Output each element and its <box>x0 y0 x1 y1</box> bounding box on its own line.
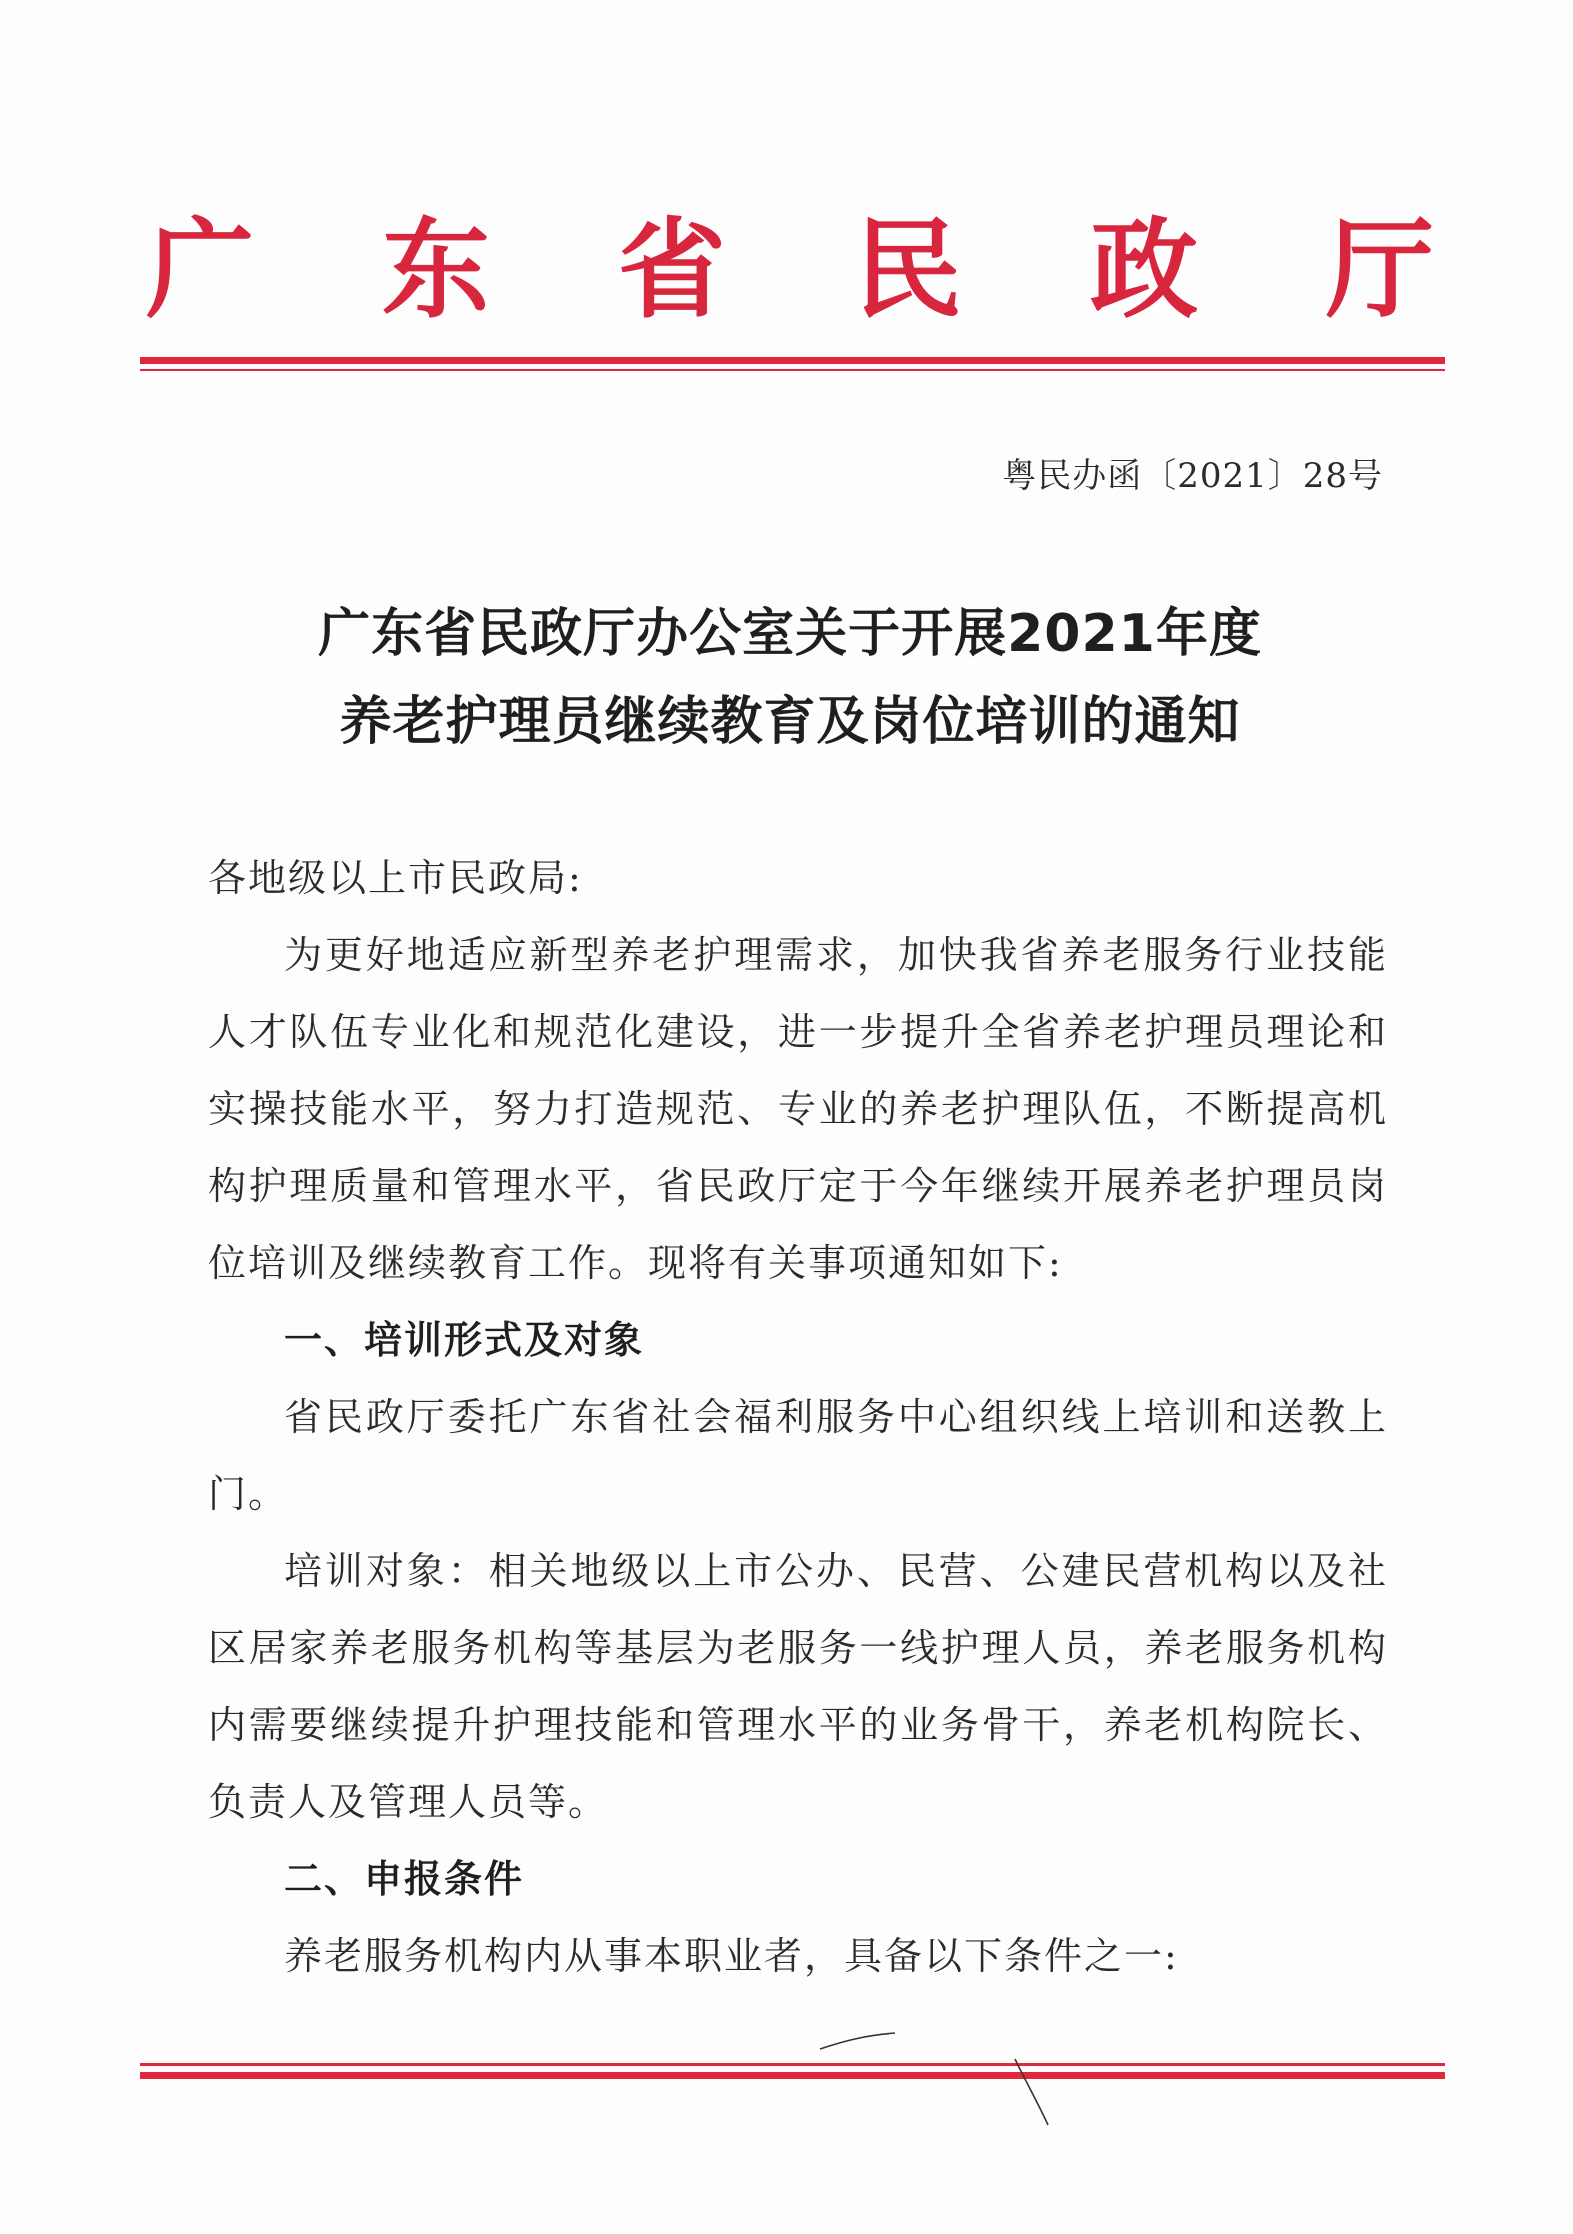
footer-red-rule-thick <box>140 2072 1445 2079</box>
salutation: 各地级以上市民政局: <box>208 856 583 900</box>
document-number: 粤民办函〔2021〕28号 <box>1002 456 1383 496</box>
masthead-char: 省 <box>617 207 726 333</box>
document-title <box>140 590 1440 766</box>
masthead-char: 东 <box>381 207 490 333</box>
intro-paragraph: 为更好地适应新型养老护理需求，加快我省养老服务行业技能人才队伍专业化和规范化建设，进一步提升全省养老护理员理论和实操技能水平，努力打造规范、专业的养老护理队伍，不断提高机构护理质量和管理水平，省民政厅定于今年继续开展养老护理员岗位培训及继续教育工作。现将有关事项通知如下: <box>208 933 1388 1285</box>
masthead-char: 政 <box>1089 207 1198 333</box>
header-red-rule-thick <box>140 357 1445 364</box>
section-2-paragraph-1: 养老服务机构内从事本职业者，具备以下条件之一: <box>284 1934 1179 1978</box>
section-1-paragraph-1: 省民政厅委托广东省社会福利服务中心组织线上培训和送教上门。 <box>208 1395 1388 1516</box>
section-2-heading: 二、申报条件 <box>284 1857 525 1901</box>
masthead-char: 民 <box>853 207 962 333</box>
masthead-char: 广 <box>145 207 254 333</box>
pen-stroke-mark <box>800 2025 1060 2135</box>
masthead-char: 厅 <box>1325 207 1434 333</box>
title-line-1: 广东省民政厅办公室关于开展2021年度 <box>318 604 1262 664</box>
masthead-title <box>140 205 1440 335</box>
footer-red-rule-thin <box>140 2063 1445 2066</box>
section-1-paragraph-2: 培训对象：相关地级以上市公办、民营、公建民营机构以及社区居家养老服务机构等基层为老服务一线护理人员，养老服务机构内需要继续提升护理技能和管理水平的业务骨干，养老机构院长、负责人及管理人员等。 <box>208 1549 1388 1824</box>
header-red-rule-thin <box>140 369 1445 371</box>
section-1-heading: 一、培训形式及对象 <box>284 1318 645 1362</box>
title-line-2: 养老护理员继续教育及岗位培训的通知 <box>339 692 1241 752</box>
document-body <box>208 840 1388 1995</box>
